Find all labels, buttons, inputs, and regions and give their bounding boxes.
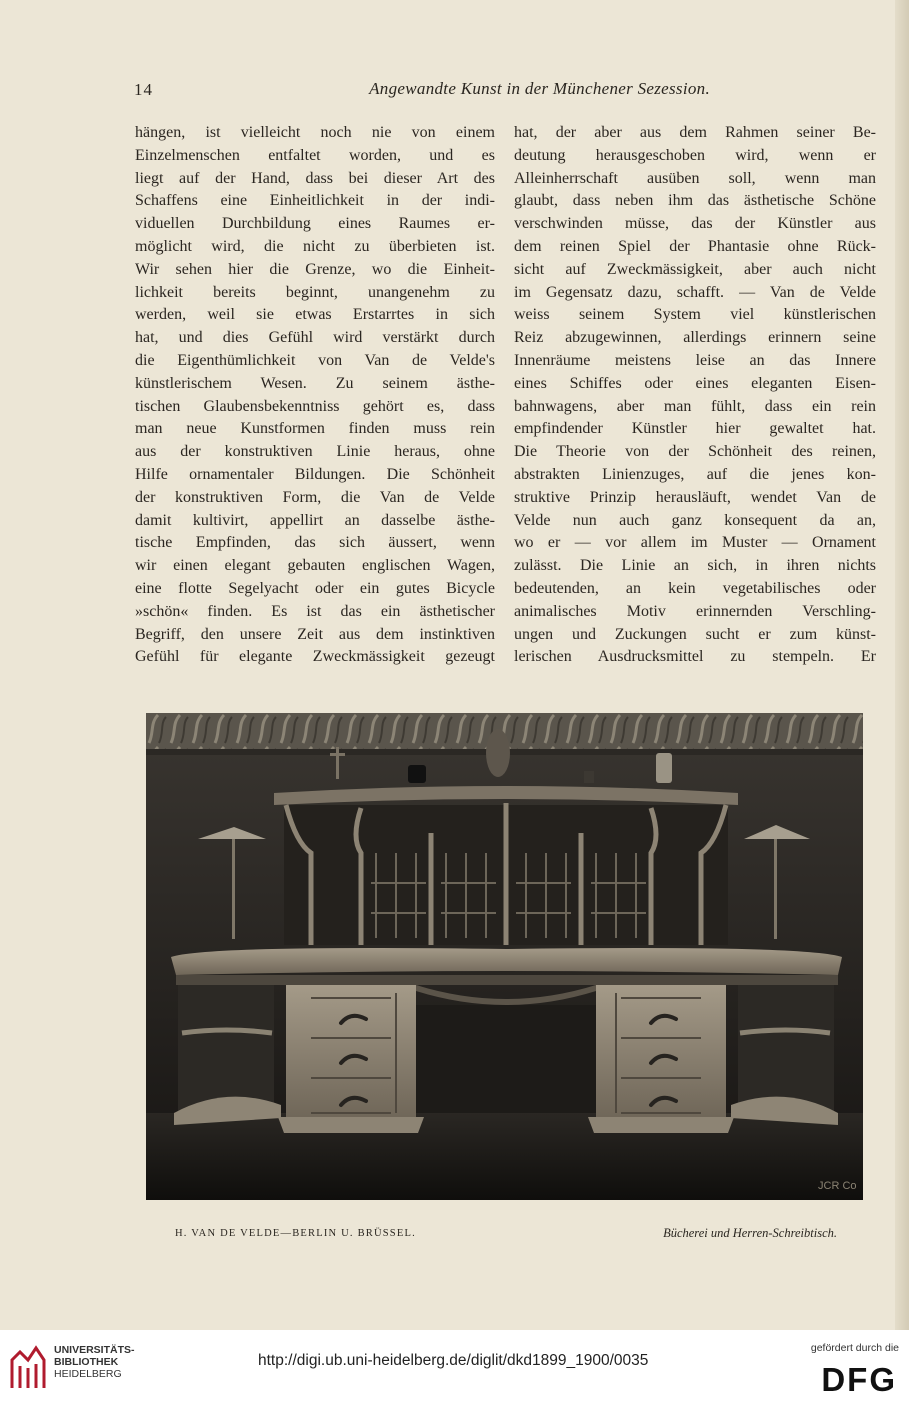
footer-bar — [0, 1330, 909, 1402]
text-line: zulässt. Die Linie an sich, in ihren nichts — [514, 557, 876, 575]
library-name-line: BIBLIOTHEK — [54, 1356, 119, 1368]
text-line: man neue Kunstformen finden muss rein — [135, 420, 495, 438]
text-line: lerischen Ausdrucksmittel zu stempeln. Er — [514, 648, 876, 666]
text-line: hängen, ist vielleicht noch nie von einem — [135, 124, 495, 141]
text-line: Wir sehen hier die Grenze, wo die Einheit- — [135, 260, 495, 278]
text-line: Reiz abzugewinnen, allerdings erinnern seine — [514, 329, 876, 347]
library-name-line: UNIVERSITÄTS- — [54, 1344, 135, 1356]
page-edge — [895, 0, 909, 1330]
caption-title: Bücherei und Herren-Schreibtisch. — [663, 1226, 837, 1240]
text-line: Begriff, den unsere Zeit aus dem instinktiven — [135, 625, 495, 643]
text-line: im Gegensatz dazu, schafft. — Van de Velde — [514, 283, 876, 301]
text-line: tischen Glaubensbekenntniss gehört es, dass — [135, 397, 495, 415]
text-line: verschwinden müsse, das der Künstler aus — [514, 215, 876, 233]
text-line: eines Schiffes oder eines eleganten Eisen- — [514, 374, 876, 392]
text-line: hat, der aber aus dem Rahmen seiner Be- — [514, 124, 876, 141]
text-line: wir einen elegant gebauten englischen Wagen, — [135, 557, 495, 575]
text-line: wo er — vor allem im Muster — Ornament — [514, 534, 876, 552]
text-line: weiss seinem System viel künstlerischen — [514, 306, 876, 324]
text-line: möglicht wird, die nicht zu überbieten ist. — [135, 237, 495, 255]
text-line: Schaffens eine Einheitlichkeit in der indi- — [135, 192, 495, 210]
running-title: Angewandte Kunst in der Münchener Sezession. — [369, 79, 710, 98]
text-line: »schön« finden. Es ist das ein ästhetischer — [135, 602, 495, 620]
dfg-logo: DFG — [821, 1361, 897, 1398]
source-url[interactable]: http://digi.ub.uni-heidelberg.de/diglit/dkd1899_1900/0035 — [258, 1352, 649, 1369]
caption-designer: H. VAN DE VELDE—BERLIN U. BRÜSSEL. — [175, 1228, 416, 1239]
text-line: animalisches Motiv erinnernden Verschling- — [514, 602, 876, 620]
text-line: aus der konstruktiven Linie heraus, ohne — [135, 443, 495, 461]
text-line: künstlerischem Wesen. Zu seinem ästhe- — [135, 374, 495, 392]
text-column-left — [135, 122, 495, 669]
photograph-desk — [146, 713, 863, 1200]
text-line: empfindender Künstler hier gewaltet hat. — [514, 420, 876, 438]
text-line: hat, und dies Gefühl wird verstärkt durch — [135, 329, 495, 347]
text-line: lichkeit bereits beginnt, unangenehm zu — [135, 283, 495, 301]
text-line: ungen und Zuckungen sucht er zum künst- — [514, 625, 876, 643]
text-line: der konstruktiven Form, die Van de Velde — [135, 488, 495, 506]
text-line: bahnwagens, aber man fühlt, dass ein rein — [514, 397, 876, 415]
plate-mark: JCR Co — [818, 1180, 857, 1192]
running-head — [128, 76, 718, 100]
text-line: dem reinen Spiel der Phantasie ohne Rück- — [514, 237, 876, 255]
text-line: tische Empfinden, das sich äussert, wenn — [135, 534, 495, 552]
text-line: bedeutenden, an kein vegetabilisches oder — [514, 579, 876, 597]
text-line: glaubt, dass neben ihm das ästhetische Schöne — [514, 192, 876, 210]
text-line: deutung herausgeschoben wird, wenn er — [514, 146, 876, 164]
text-line: Einzelmenschen entfaltet worden, und es — [135, 146, 495, 164]
text-line: Gefühl für elegante Zweckmässigkeit gezeugt — [135, 648, 495, 666]
text-line: liegt auf der Hand, dass bei dieser Art des — [135, 169, 495, 187]
text-line: eine flotte Segelyacht oder ein gutes Bicycle — [135, 579, 495, 597]
funded-by-label: gefördert durch die — [810, 1342, 899, 1354]
text-line: damit kultivirt, appellirt an dasselbe ästhe- — [135, 511, 495, 529]
library-name — [54, 1344, 135, 1380]
text-line: Alleinherrschaft ausüben soll, wenn man — [514, 169, 876, 187]
text-line: Velde nun auch ganz konsequent da an, — [514, 511, 876, 529]
text-column-right — [514, 122, 876, 669]
page-number: 14 — [134, 80, 153, 99]
library-logo-icon — [8, 1342, 48, 1392]
text-line: werden, weil sie etwas Erstarrtes in sich — [135, 306, 495, 324]
text-line: Hilfe ornamentaler Bildungen. Die Schönheit — [135, 465, 495, 483]
library-name-line: HEIDELBERG — [54, 1368, 122, 1380]
text-line: Die Theorie von der Schönheit des reinen, — [514, 443, 876, 461]
text-line: sicht auf Zweckmässigkeit, aber auch nicht — [514, 260, 876, 278]
text-line: die Eigenthümlichkeit von Van de Velde's — [135, 351, 495, 369]
text-line: abstrakten Linienzuges, auf die jenes kon- — [514, 465, 876, 483]
text-line: struktive Prinzip herausläuft, wendet Van de — [514, 488, 876, 506]
text-line: viduellen Durchbildung eines Raumes er- — [135, 215, 495, 233]
text-line: Innenräume meistens leise an das Innere — [514, 351, 876, 369]
